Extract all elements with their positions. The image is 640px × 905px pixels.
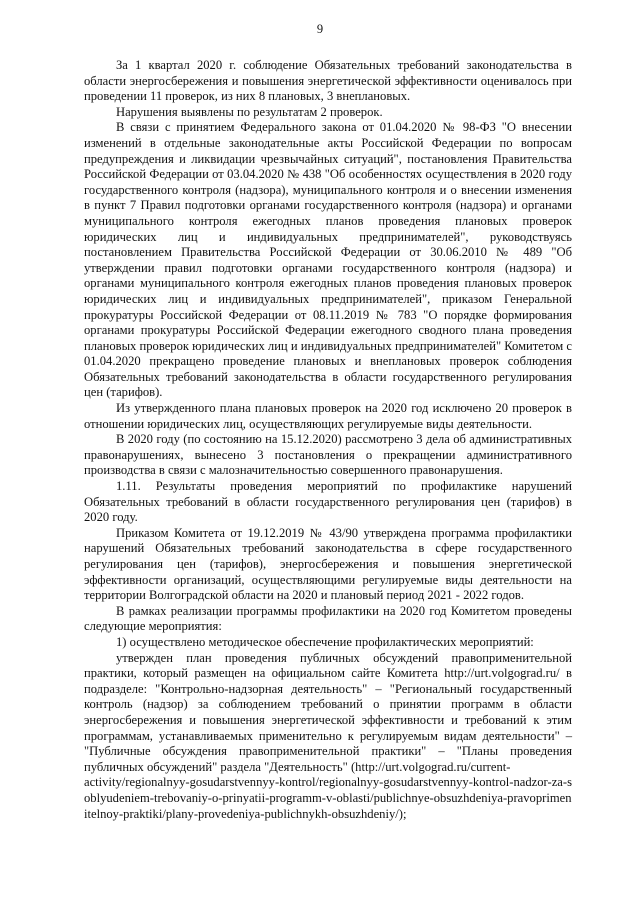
document-body bbox=[84, 58, 572, 822]
url-link[interactable]: activity/regionalnyy-gosudarstvennyy-kontrol/regionalnyy-gosudarstvennyy-kontrol-nadzor-za-soblyudeniem-trebovaniy-o-prinyatii-programm-v-oblasti/publichnye-obsuzhdeniya-pravoprimenitelnoy-praktiki/plany-provedeniya-publichnykh-obsuzhdeniy/); bbox=[84, 775, 572, 821]
page-number: 9 bbox=[316, 22, 324, 36]
paragraph-inspections-q1: За 1 квартал 2020 г. соблюдение Обязательных требований законодательства в области энергосбережения и повышения энергетической эффективности оценивалось при проведении 11 проверок, из них 8 плановых, 3 внеплановых. bbox=[84, 58, 572, 104]
section-heading-1-11: 1.11. Результаты проведения мероприятий по профилактике нарушений Обязательных требований в области государственного регулирования цен (тарифов) в 2020 году. bbox=[84, 479, 572, 525]
paragraph-legal-basis: В связи с принятием Федерального закона от 01.04.2020 № 98-ФЗ "О внесении изменений в отдельные законодательные акты Российской Федерации по вопросам предупреждения и ликвидации чрезвычайных ситуаций", постановления Правительства Российской Федерации от 03.04.2020 № 438 "Об особенностях осуществления в 2020 году государственного контроля (надзора), муниципального контроля и о внесении изменения в пункт 7 Правил подготовки органами государственного контроля (надзора) и органами муниципального контроля ежегодных планов проведения плановых проверок юридических лиц и индивидуальных предпринимателей", руководствуясь постановлением Правительства Российской Федерации от 30.06.2010 № 489 "Об утверждении правил подготовки органами государственного контроля (надзора) и органами муниципального контроля ежегодных планов проведения плановых проверок юридических лиц и индивидуальных предпринимателей", приказом Генеральной прокуратуры Российской Федерации от 08.11.2019 № 783 "О порядке формирования органами прокуратуры Российской Федерации ежегодного сводного плана проведения плановых проверок юридических лиц и индивидуальных предпринимателей" Комитетом с 01.04.2020 прекращено проведение плановых и внеплановых проверок соблюдения Обязательных требований законодательства в области государственного регулирования цен (тарифов). bbox=[84, 120, 572, 400]
paragraph-administrative-cases: В 2020 году (по состоянию на 15.12.2020) рассмотрено 3 дела об административных правонарушениях, вынесено 3 постановления о прекращении административного производства в связи с малозначительностью совершенного правонарушения. bbox=[84, 432, 572, 478]
paragraph-public-discussions-plan: утвержден план проведения публичных обсуждений правоприменительной практики, который размещен на официальном сайте Комитета http://urt.volgograd.ru/ в подразделе: "Контрольно-надзорная деятельность" – "Региональный государственный контроль (надзор) за соблюдением требований о принятии программ в области энергосбережения и повышения энергетической эффективности и требований к этим программам, устанавливаемых применительно к регулируемым видам деятельности" – "Публичные обсуждения правоприменительной практики" – "Планы проведения публичных обсуждений" раздела "Деятельность" (http://urt.volgograd.ru/current- bbox=[84, 650, 572, 774]
paragraph-excluded-inspections: Из утвержденного плана плановых проверок на 2020 год исключено 20 проверок в отношении юридических лиц, осуществляющих регулируемые виды деятельности. bbox=[84, 401, 572, 431]
paragraph-activities-intro: В рамках реализации программы профилактики на 2020 год Комитетом проведены следующие мероприятия: bbox=[84, 603, 572, 634]
paragraph-violations: Нарушения выявлены по результатам 2 проверок. bbox=[116, 104, 383, 119]
list-item-1: 1) осуществлено методическое обеспечение профилактических мероприятий: bbox=[116, 634, 534, 649]
paragraph-prevention-program: Приказом Комитета от 19.12.2019 № 43/90 утверждена программа профилактики нарушений Обязательных требований законодательства в сфере государственного регулирования цен (тарифов), энергосбережения и повышения энергетической эффективности организаций, осуществляющими регулируемые виды деятельности на территории Волгоградской области на 2020 и плановый период 2021 - 2022 годов. bbox=[84, 525, 572, 603]
